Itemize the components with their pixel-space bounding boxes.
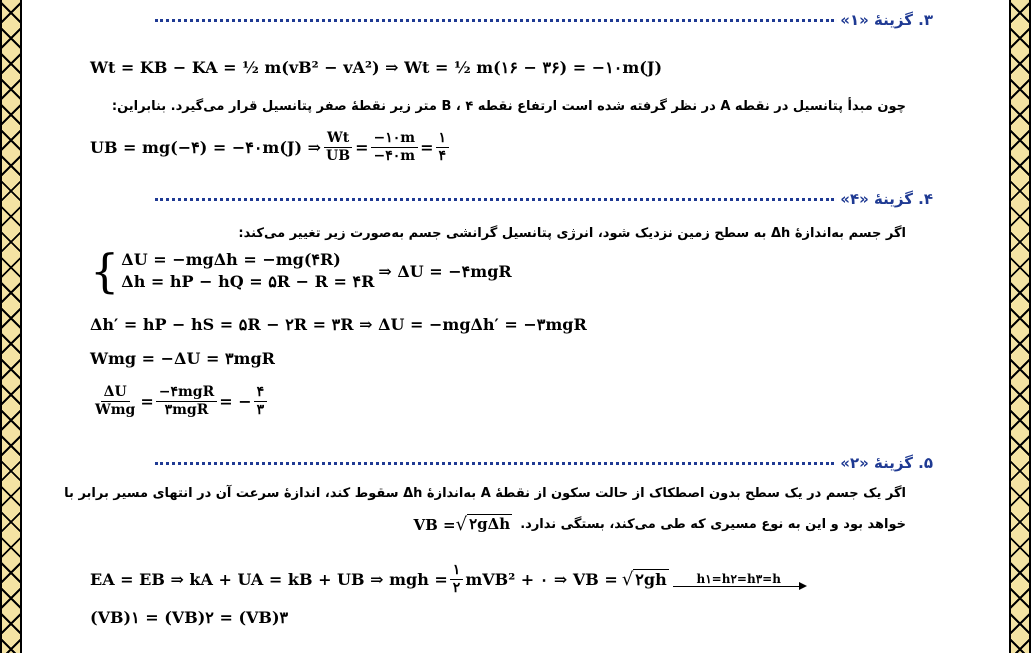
- fraction: $\frac{-۱۰m}{-۴۰m}$: [371, 130, 419, 165]
- s5-equation-2: (VB)۱ = (VB)۲ = (VB)۳: [90, 608, 289, 627]
- square-root: √ ۲gh: [621, 569, 667, 590]
- s4-equation-2: Δh′ = hP − hS = ۵R − ۲R = ۳R ⇒ ΔU = −mgΔh′ = −۳mgR: [90, 315, 587, 334]
- section-5-title: ۵. گزینهٔ «۲»: [840, 454, 933, 472]
- section-4-heading: [155, 187, 933, 211]
- implies-arrow: h۱=h۲=h۳=h: [673, 572, 805, 587]
- section-3-heading: [155, 8, 933, 32]
- s4-equation-3: Wmg = −ΔU = ۳mgR: [90, 349, 275, 368]
- s5-explanation-line-1: اگر یک جسم در یک سطح بدون اصطکاک از حالت سکون از نقطهٔ A به‌اندازهٔ Δh سقوط کند، اندازهٔ سرعت آن در انتهای مسیر برابر با: [64, 486, 906, 501]
- section-3-title: ۳. گزینهٔ «۱»: [840, 11, 933, 29]
- s5-equation-1: EA = EB ⇒ kA + UA = kB + UB ⇒ mgh = $\frac{۱}{۲}$ mVB² + ۰ ⇒ VB = √ ۲gh h۱=h۲=h۳=h: [90, 562, 805, 597]
- s4-equation-system: { ΔU = −mgΔh = −mg(۴R) Δh = hP − hQ = ۵R − R = ۴R ⇒ ΔU = −۴mgR: [90, 244, 512, 298]
- dotted-leader: [155, 19, 834, 22]
- s4-explanation: اگر جسم به‌اندازهٔ Δh به سطح زمین نزدیک شود، انرژی پتانسیل گرانشی جسم به‌صورت زیر تغییر می‌کند:: [238, 226, 906, 241]
- decorative-border-right: [1009, 0, 1031, 653]
- s3-equation-1: Wt = KB − KA = ½ m(vB² − vA²) ⇒ Wt = ½ m(۱۶ − ۳۶) = −۱۰m(J): [90, 58, 663, 77]
- page-content: [30, 0, 1001, 653]
- fraction: $\frac{۴}{۳}$: [254, 384, 268, 419]
- s3-equation-2: UB = mg(−۴) = −۴۰m(J) ⇒ $\frac{Wt}{UB}$ = $\frac{-۱۰m}{-۴۰m}$ = $\frac{۱}{۴}$: [90, 130, 451, 165]
- fraction: $\frac{۱}{۴}$: [436, 130, 450, 165]
- s3-explanation: چون مبدأ پتانسیل در نقطه A در نظر گرفته شده است ارتفاع نقطه B ، ۴ متر زیر نقطهٔ صفر پتانسیل قرار می‌گیرد. بنابراین:: [111, 99, 906, 114]
- fraction: $\frac{Wt}{UB}$: [323, 130, 353, 165]
- s4-equation-4: $\frac{\Delta U}{\text{Wmg}}$ = $\frac{\text{−۴mgR}}{\text{۳mgR}}$ = − $\frac{۴}{۳}$: [90, 384, 269, 419]
- dotted-leader: [155, 198, 834, 201]
- left-brace: {: [90, 244, 120, 298]
- fraction: $\frac{\Delta U}{\text{Wmg}}$: [95, 384, 136, 418]
- section-5-heading: [155, 451, 933, 475]
- fraction: $\frac{۱}{۲}$: [450, 562, 464, 597]
- decorative-border-left: [0, 0, 22, 653]
- fraction: $\frac{\text{−۴mgR}}{\text{۳mgR}}$: [156, 384, 218, 419]
- dotted-leader: [155, 462, 834, 465]
- section-4-title: ۴. گزینهٔ «۴»: [840, 190, 933, 208]
- square-root: √ ۲gΔh: [455, 514, 511, 535]
- s5-explanation-line-2: خواهد بود و این به نوع مسیری که طی می‌کند، بستگی ندارد. VB = √ ۲gΔh: [413, 514, 906, 535]
